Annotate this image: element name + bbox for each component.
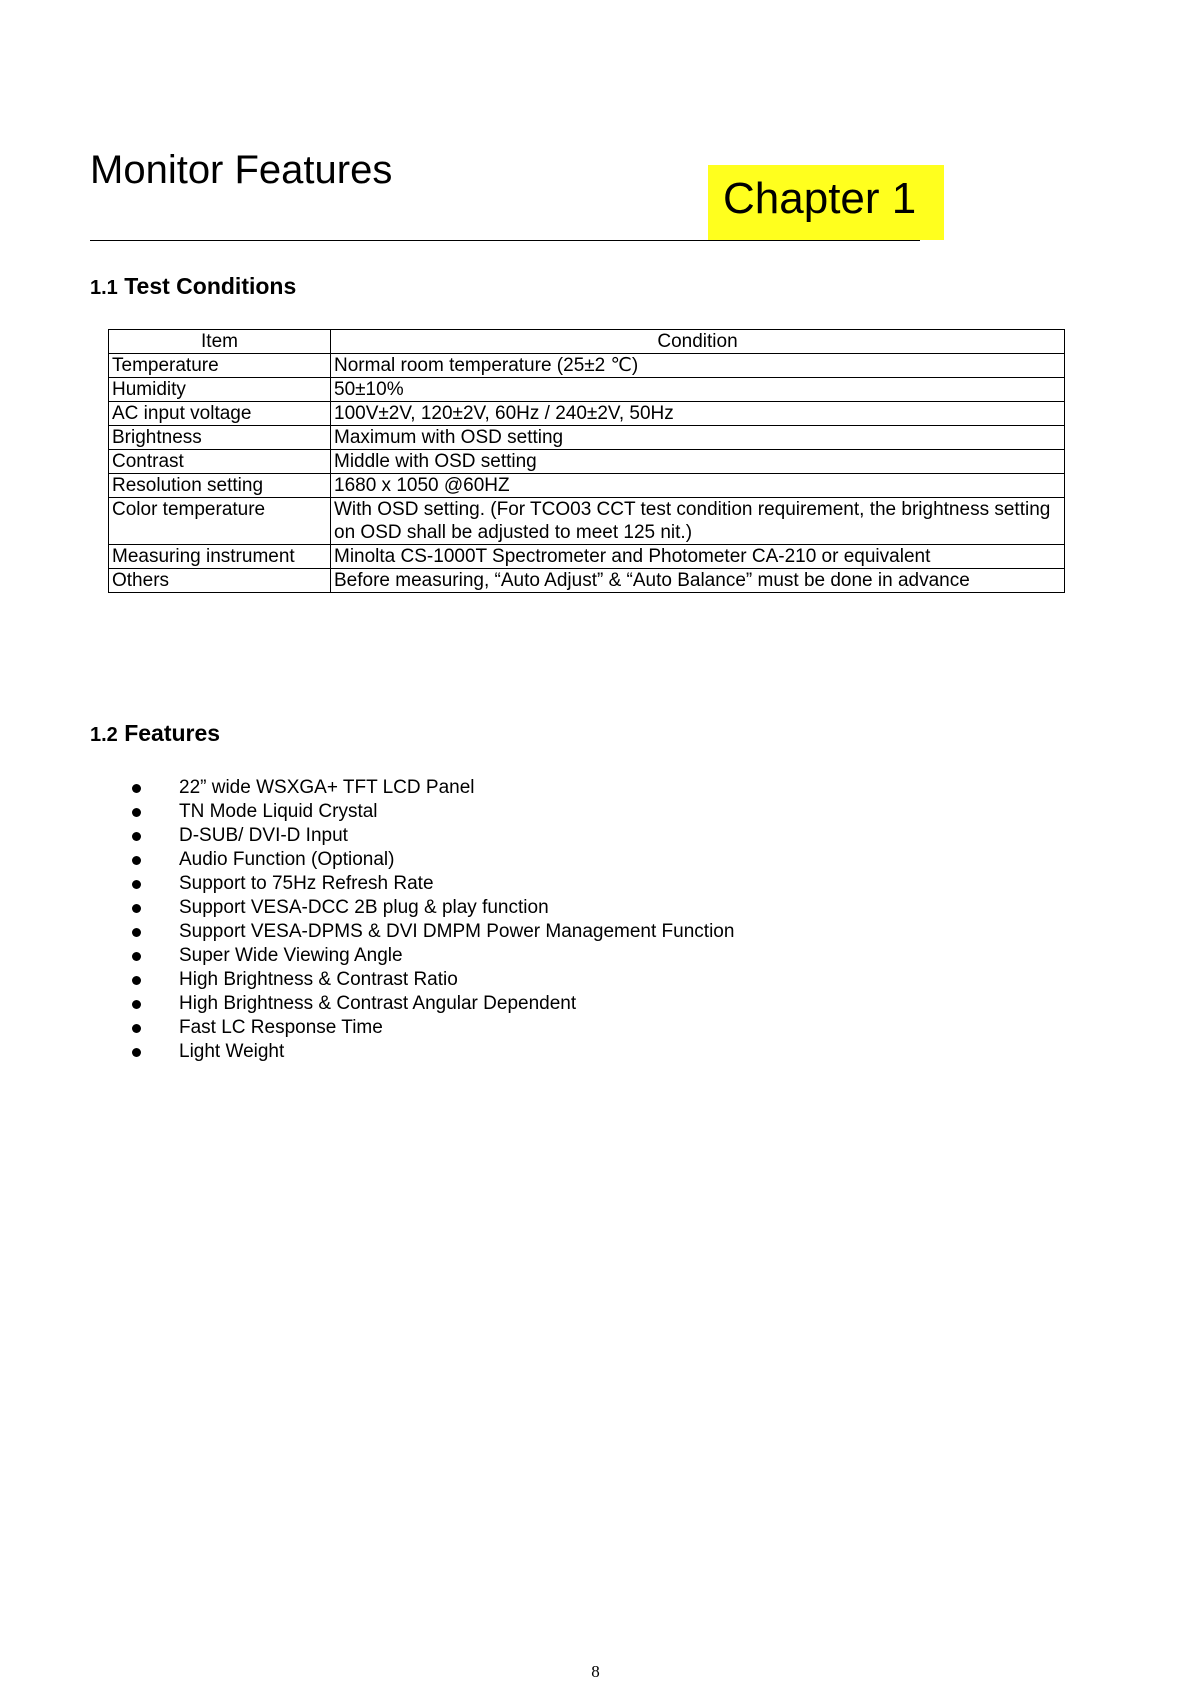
column-header-item: Item [109,330,331,354]
row-condition: Middle with OSD setting [331,450,1065,474]
bullet-icon [132,808,141,817]
table-row [109,402,1065,426]
list-item [130,920,734,944]
row-condition: 1680 x 1050 @60HZ [331,474,1065,498]
row-condition: Before measuring, “Auto Adjust” & “Auto Balance” must be done in advance [331,569,1065,593]
table-row [109,450,1065,474]
row-condition: Normal room temperature (25±2 ℃) [331,354,1065,378]
table-row [109,378,1065,402]
feature-text: High Brightness & Contrast Ratio [179,969,458,990]
table-header-row [109,330,1065,354]
list-item [130,776,734,800]
row-condition: 50±10% [331,378,1065,402]
section-title: Features [124,720,221,746]
row-item: AC input voltage [109,402,331,426]
section-heading-features [90,722,220,745]
bullet-icon [132,784,141,793]
feature-text: TN Mode Liquid Crystal [179,801,378,822]
features-list [130,776,734,1064]
list-item [130,896,734,920]
section-number: 1.2 [90,724,118,746]
table-row [109,498,1065,545]
table-row [109,426,1065,450]
section-heading-test-conditions [90,275,296,298]
row-item: Color temperature [109,498,331,545]
table-row [109,354,1065,378]
list-item [130,1016,734,1040]
row-item: Temperature [109,354,331,378]
list-item [130,992,734,1016]
list-item [130,968,734,992]
row-item: Contrast [109,450,331,474]
page-number: 8 [591,1662,600,1681]
table-row [109,545,1065,569]
bullet-icon [132,952,141,961]
row-item: Measuring instrument [109,545,331,569]
list-item [130,944,734,968]
chapter-badge: Chapter 1 [708,165,944,240]
list-item [130,1040,734,1064]
feature-text: Support to 75Hz Refresh Rate [179,873,434,894]
bullet-icon [132,880,141,889]
list-item [130,872,734,896]
feature-text: Light Weight [179,1041,285,1062]
row-condition: Maximum with OSD setting [331,426,1065,450]
feature-text: Support VESA-DCC 2B plug & play function [179,897,549,918]
row-item: Brightness [109,426,331,450]
bullet-icon [132,832,141,841]
feature-text: Support VESA-DPMS & DVI DMPM Power Management Function [179,921,735,942]
feature-text: D-SUB/ DVI-D Input [179,825,348,846]
feature-text: Audio Function (Optional) [179,849,395,870]
feature-text: Fast LC Response Time [179,1017,383,1038]
table-row [109,474,1065,498]
list-item [130,800,734,824]
bullet-icon [132,904,141,913]
bullet-icon [132,1024,141,1033]
row-condition: Minolta CS-1000T Spectrometer and Photometer CA-210 or equivalent [331,545,1065,569]
feature-text: Super Wide Viewing Angle [179,945,403,966]
bullet-icon [132,928,141,937]
row-item: Others [109,569,331,593]
test-conditions-table [108,329,1065,593]
bullet-icon [132,856,141,865]
bullet-icon [132,976,141,985]
row-item: Resolution setting [109,474,331,498]
row-condition: 100V±2V, 120±2V, 60Hz / 240±2V, 50Hz [331,402,1065,426]
feature-text: High Brightness & Contrast Angular Dependent [179,993,577,1014]
bullet-icon [132,1048,141,1057]
row-item: Humidity [109,378,331,402]
list-item [130,848,734,872]
feature-text: 22” wide WSXGA+ TFT LCD Panel [179,777,475,798]
section-number: 1.1 [90,277,118,299]
bullet-icon [132,1000,141,1009]
section-title: Test Conditions [124,273,297,299]
row-condition: With OSD setting. (For TCO03 CCT test condition requirement, the brightness setting on OSD shall be adjusted to meet 125 nit.) [331,498,1065,545]
title-divider [90,240,920,241]
page-title: Monitor Features [90,148,393,192]
table-row [109,569,1065,593]
list-item [130,824,734,848]
column-header-condition: Condition [331,330,1065,354]
